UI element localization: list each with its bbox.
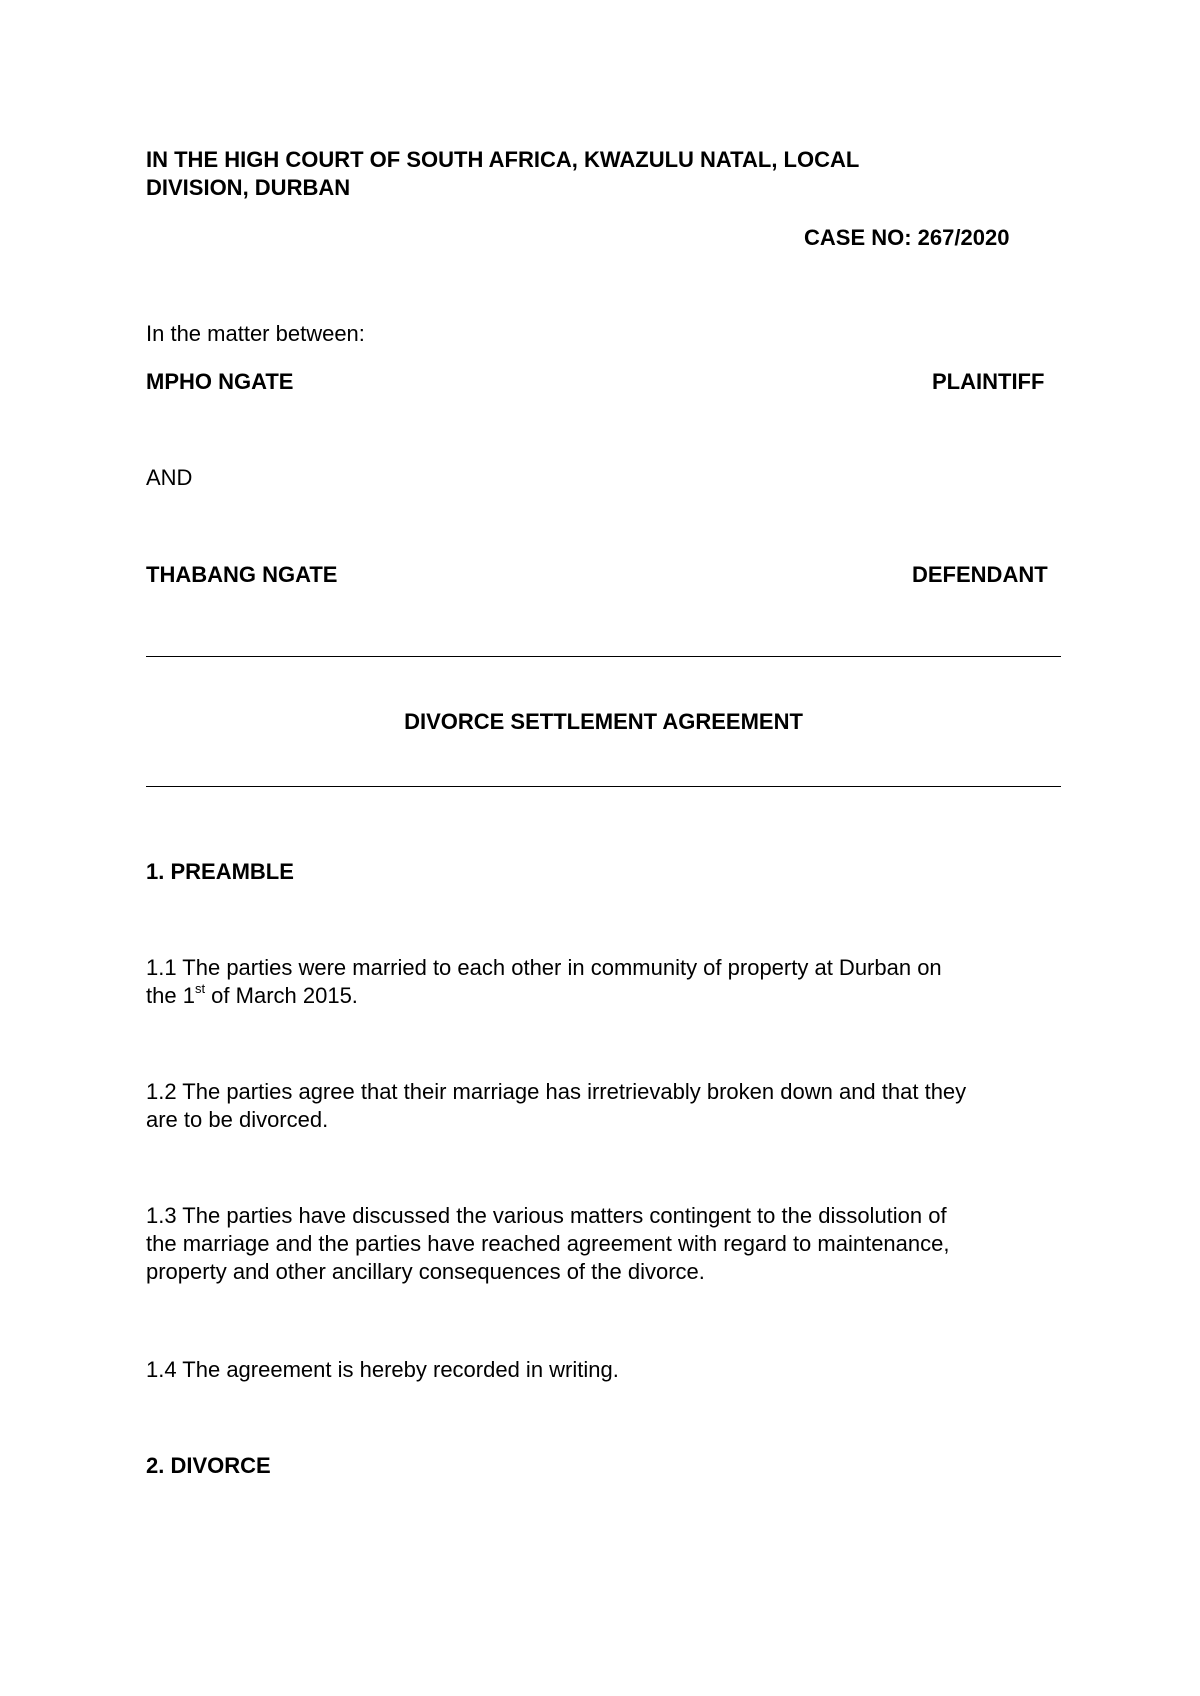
paragraph-1-1-line-2 — [146, 982, 1066, 1010]
section-heading-divorce: 2. DIVORCE — [146, 1453, 271, 1478]
paragraph-1-2-line-1: 1.2 The parties agree that their marriage has irretrievably broken down and that they — [146, 1079, 967, 1104]
paragraph-1-3-line-1: 1.3 The parties have discussed the various matters contingent to the dissolution of — [146, 1203, 947, 1228]
paragraph-1-1 — [146, 954, 1066, 1010]
paragraph-1-3 — [146, 1202, 1066, 1286]
parties-conjunction: AND — [146, 465, 193, 490]
defendant-name: THABANG NGATE — [146, 562, 338, 587]
plaintiff-role: PLAINTIFF — [932, 369, 1045, 394]
section-heading-preamble: 1. PREAMBLE — [146, 859, 294, 884]
defendant-role: DEFENDANT — [912, 562, 1048, 587]
paragraph-1-1-line-1: 1.1 The parties were married to each other in community of property at Durban on — [146, 955, 942, 980]
title-rule-top — [146, 656, 1061, 657]
court-heading-line-1: IN THE HIGH COURT OF SOUTH AFRICA, KWAZULU NATAL, LOCAL — [146, 147, 860, 172]
paragraph-1-1-line-2-end: of March 2015. — [205, 983, 358, 1008]
paragraph-1-3-line-2: the marriage and the parties have reached agreement with regard to maintenance, — [146, 1231, 950, 1256]
case-number: CASE NO: 267/2020 — [804, 225, 1010, 250]
paragraph-1-2-line-2: are to be divorced. — [146, 1107, 329, 1132]
plaintiff-name: MPHO NGATE — [146, 369, 294, 394]
paragraph-1-4: 1.4 The agreement is hereby recorded in writing. — [146, 1357, 619, 1382]
paragraph-1-3-line-3: property and other ancillary consequences of the divorce. — [146, 1259, 705, 1284]
title-rule-bottom — [146, 786, 1061, 787]
document-title: DIVORCE SETTLEMENT AGREEMENT — [404, 709, 803, 734]
paragraph-1-1-line-2-start: the 1 — [146, 983, 195, 1008]
court-heading — [146, 146, 859, 202]
court-heading-line-2: DIVISION, DURBAN — [146, 175, 351, 200]
paragraph-1-2 — [146, 1078, 1066, 1134]
matter-intro: In the matter between: — [146, 321, 365, 346]
ordinal-suffix: st — [194, 980, 206, 996]
